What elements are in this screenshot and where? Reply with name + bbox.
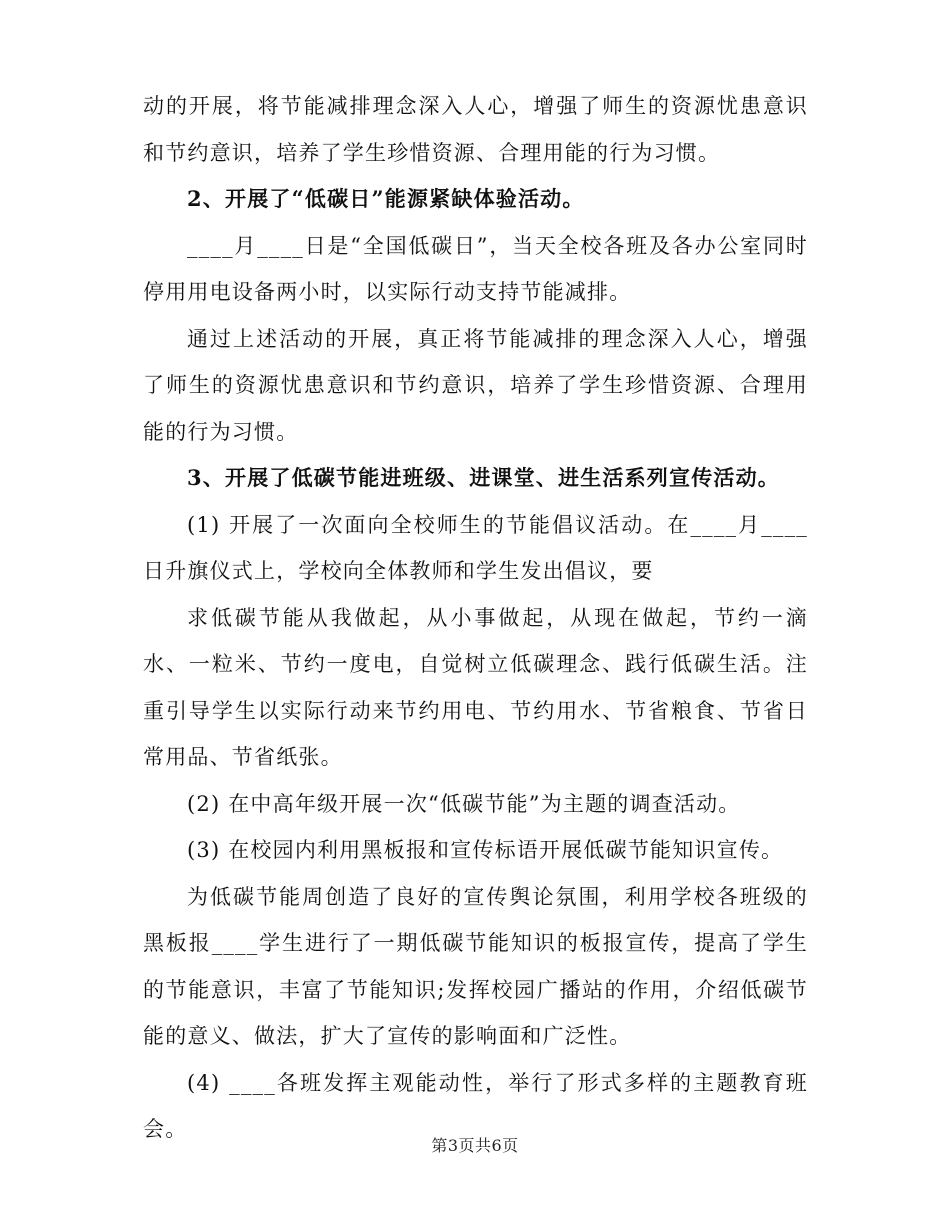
paragraph-item-1: (1) 开展了一次面向全校师生的节能倡议活动。在____月____日升旗仪式上，学校向全体教师和学生发出倡议，要 xyxy=(143,512,808,583)
paragraph-blackboard: 为低碳节能周创造了良好的宣传舆论氛围，利用学校各班级的黑板报____学生进行了一期低碳节能知识的板报宣传，提高了学生的节能意识，丰富了节能知识;发挥校园广播站的作用，介绍低碳节能的意义、做法，扩大了宣传的影响面和广泛性。 xyxy=(143,884,808,1048)
paragraph-low-carbon-day: ____月____日是“全国低碳日”，当天全校各班及各办公室同时停用用电设备两小时，以实际行动支持节能减排。 xyxy=(143,233,808,304)
paragraph-item-2: (2) 在中高年级开展一次“低碳节能”为主题的调查活动。 xyxy=(187,791,741,816)
paragraph-continuation: 动的开展，将节能减排理念深入人心，增强了师生的资源忧患意识和节约意识，培养了学生珍惜资源、合理用能的行为习惯。 xyxy=(143,94,808,165)
section-heading-3: 3、开展了低碳节能进班级、进课堂、进生活系列宣传活动。 xyxy=(187,465,781,490)
paragraph-item-3: (3) 在校园内利用黑板报和宣传标语开展低碳节能知识宣传。 xyxy=(187,838,784,862)
paragraph-item-4: (4) ____各班发挥主观能动性，举行了形式多样的主题教育班会。 xyxy=(143,1070,808,1141)
section-heading-2: 2、开展了“低碳日”能源紧缺体验活动。 xyxy=(187,186,585,211)
paragraph-summary: 通过上述活动的开展，真正将节能减排的理念深入人心，增强了师生的资源忧患意识和节约意识，培养了学生珍惜资源、合理用能的行为习惯。 xyxy=(143,326,808,444)
document-body xyxy=(143,83,808,1153)
page-number-footer: 第3页共6页 xyxy=(431,1136,519,1155)
paragraph-item-1-continued: 求低碳节能从我做起，从小事做起，从现在做起，节约一滴水、一粒米、节约一度电，自觉树立低碳理念、践行低碳生活。注重引导学生以实际行动来节约用电、节约用水、节省粮食、节省日常用品、节省纸张。 xyxy=(143,605,808,769)
